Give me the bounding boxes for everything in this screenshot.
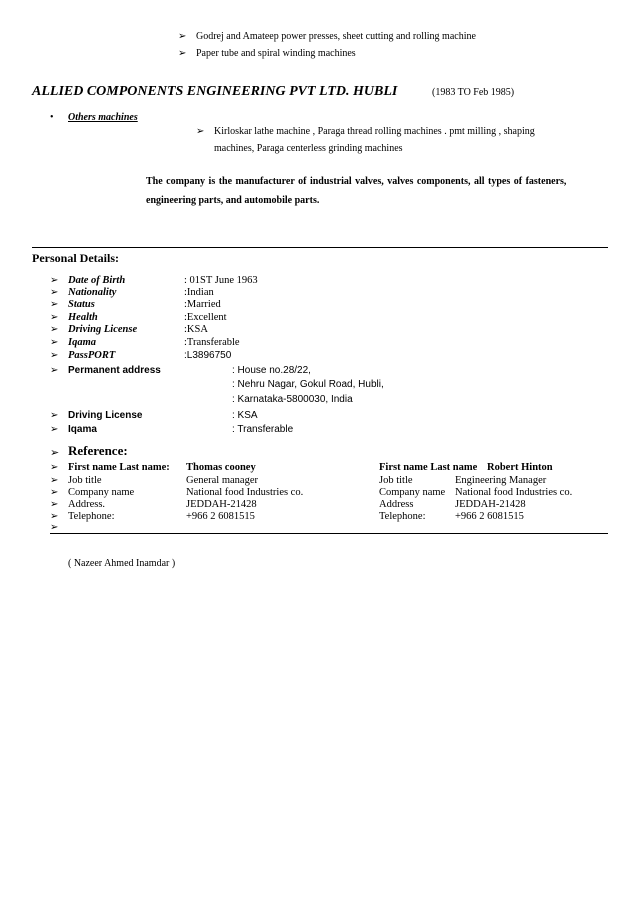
ref-label: Telephone: xyxy=(379,511,426,522)
field-label: Driving License xyxy=(68,324,138,335)
arrow-bullet-icon: ➢ xyxy=(50,365,59,376)
ref-label: Company name xyxy=(379,487,446,498)
ref-label: Job title xyxy=(68,475,102,486)
field-value: :Excellent xyxy=(184,312,227,323)
ref-label: Address. xyxy=(68,499,106,510)
field-value: : 01ST June 1963 xyxy=(184,275,258,286)
machine-item: Godrej and Amateep power presses, sheet cutting and rolling machine xyxy=(196,31,476,42)
field-label: Driving License xyxy=(68,410,143,421)
ref-value: National food Industries co. xyxy=(455,487,573,498)
address-line: : Nehru Nagar, Gokul Road, Hubli, xyxy=(232,379,384,390)
arrow-bullet-icon: ➢ xyxy=(50,462,59,473)
field-value: :Indian xyxy=(184,287,214,298)
arrow-bullet-icon: ➢ xyxy=(50,312,59,323)
arrow-bullet-icon: ➢ xyxy=(178,48,187,59)
arrow-bullet-icon: ➢ xyxy=(50,410,59,421)
field-label: Date of Birth xyxy=(68,275,126,286)
arrow-bullet-icon: ➢ xyxy=(50,350,59,361)
arrow-bullet-icon: ➢ xyxy=(50,324,59,335)
field-label: Nationality xyxy=(68,287,117,298)
field-value: :L3896750 xyxy=(184,350,232,361)
arrow-bullet-icon: ➢ xyxy=(50,446,60,459)
ref-value: General manager xyxy=(186,475,258,486)
dot-bullet-icon: • xyxy=(50,112,54,123)
address-line: : Karnataka-5800030, India xyxy=(232,394,353,405)
field-value: : Transferable xyxy=(232,424,294,435)
field-label: Iqama xyxy=(68,424,97,435)
ref-value: +966 2 6081515 xyxy=(186,511,255,522)
field-label: Status xyxy=(68,299,95,310)
ref-value: Robert Hinton xyxy=(487,462,553,473)
company-period: (1983 TO Feb 1985) xyxy=(432,87,515,98)
arrow-bullet-icon: ➢ xyxy=(50,424,59,435)
ref-value: JEDDAH-21428 xyxy=(186,499,257,510)
machine-item: Paper tube and spiral winding machines xyxy=(196,48,356,59)
field-value: :KSA xyxy=(184,324,208,335)
ref-label: First name Last name: xyxy=(68,462,170,473)
company-description: The company is the manufacturer of industrial valves, valves components, all types of fasteners, xyxy=(146,176,567,187)
company-name: ALLIED COMPONENTS ENGINEERING PVT LTD. HUBLI xyxy=(32,84,398,99)
machines-text: Kirloskar lathe machine , Paraga thread rolling machines . pmt milling , shaping xyxy=(214,126,535,137)
reference-heading: Reference: xyxy=(68,443,128,458)
signature-name: ( Nazeer Ahmed Inamdar ) xyxy=(68,558,176,569)
company-description: engineering parts, and automobile parts. xyxy=(146,195,320,206)
divider xyxy=(32,247,608,248)
field-label: Health xyxy=(68,312,98,323)
ref-value: Thomas cooney xyxy=(186,462,256,473)
field-value: :Transferable xyxy=(184,337,240,348)
personal-details-heading: Personal Details: xyxy=(32,251,119,265)
field-value: :Married xyxy=(184,299,221,310)
arrow-bullet-icon: ➢ xyxy=(50,511,59,522)
arrow-bullet-icon: ➢ xyxy=(50,287,59,298)
arrow-bullet-icon: ➢ xyxy=(50,487,59,498)
ref-value: Engineering Manager xyxy=(455,475,547,486)
machines-text: machines, Paraga centerless grinding machines xyxy=(214,143,403,154)
address-line: : House no.28/22, xyxy=(232,365,311,376)
ref-label: Job title xyxy=(379,475,413,486)
arrow-bullet-icon: ➢ xyxy=(50,499,59,510)
ref-label: Telephone: xyxy=(68,511,115,522)
field-label: Permanent address xyxy=(68,365,161,376)
arrow-bullet-icon: ➢ xyxy=(178,31,187,42)
field-label: Iqama xyxy=(68,337,97,348)
ref-value: +966 2 6081515 xyxy=(455,511,524,522)
ref-label: Company name xyxy=(68,487,135,498)
divider xyxy=(50,533,608,534)
ref-label: Address xyxy=(379,499,414,510)
ref-label: First name Last name xyxy=(379,462,478,473)
arrow-bullet-icon: ➢ xyxy=(50,275,59,286)
arrow-bullet-icon: ➢ xyxy=(50,337,59,348)
ref-value: National food Industries co. xyxy=(186,487,304,498)
others-machines-label: Others machines xyxy=(68,112,138,123)
field-label: PassPORT xyxy=(68,350,116,361)
arrow-bullet-icon: ➢ xyxy=(196,126,205,137)
field-value: : KSA xyxy=(232,410,258,421)
arrow-bullet-icon: ➢ xyxy=(50,522,59,533)
arrow-bullet-icon: ➢ xyxy=(50,299,59,310)
ref-value: JEDDAH-21428 xyxy=(455,499,526,510)
arrow-bullet-icon: ➢ xyxy=(50,475,59,486)
